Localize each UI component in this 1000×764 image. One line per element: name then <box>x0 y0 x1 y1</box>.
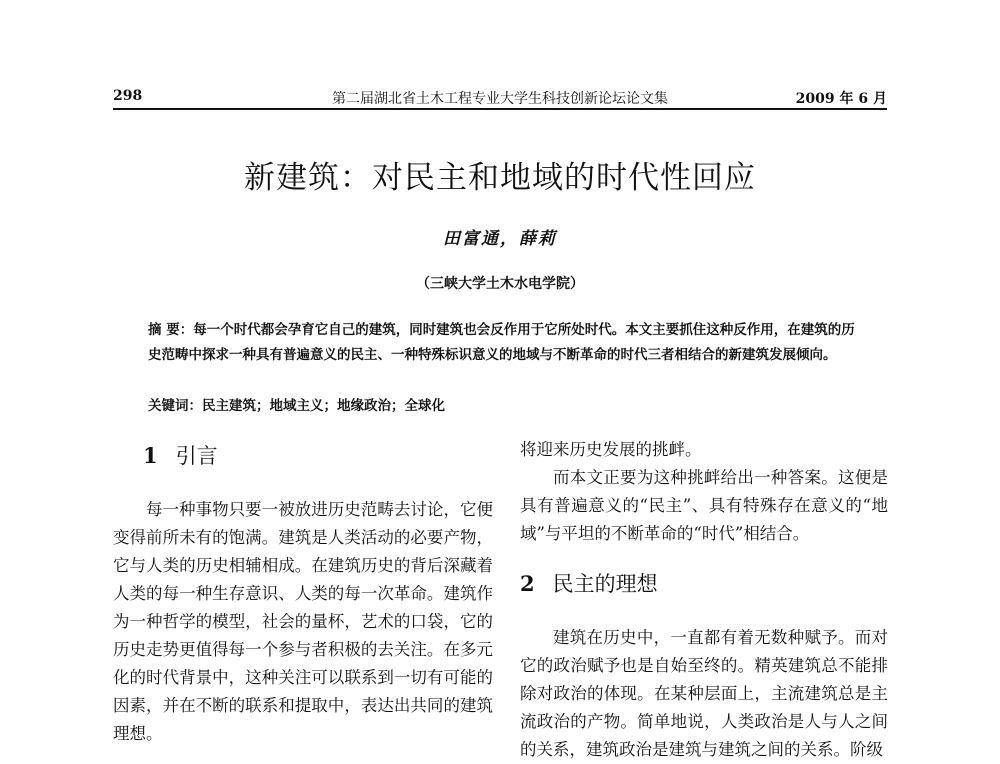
section-number: 1 <box>143 443 158 468</box>
section-number: 2 <box>520 571 535 596</box>
keywords <box>148 394 868 414</box>
abstract-label: 摘 要： <box>148 322 194 338</box>
paragraph: 每一种事物只要一被放进历史范畴去讨论，它便变得前所未有的饱满。建筑是人类活动的必要产物，它与人类的历史相辅相成。在建筑历史的背后深藏着人类的每一种生存意识、人类的每一次革命。建筑作为一种哲学的模型，社会的量杯，艺术的口袋，它的历史走势更值得每一个参与者积极的去关注。在多元化的时代背景中，这种关注可以联系到一切有可能的因素，并在不断的联系和提取中，表达出共同的建筑理想。 <box>113 500 493 743</box>
paragraph-continuation: 将迎来历史发展的挑衅。 <box>520 440 702 459</box>
section-heading-2 <box>520 570 888 598</box>
right-column <box>520 436 888 764</box>
section-title: 民主的理想 <box>552 572 658 596</box>
authors: 田富通，薛莉 <box>443 229 557 249</box>
keywords-label: 关键词： <box>148 398 202 414</box>
abstract-text: 每一个时代都会孕育它自己的建筑，同时建筑也会反作用于它所处时代。本文主要抓住这种反作用，在建筑的历史范畴中探求一种具有普遍意义的民主、一种特殊标识意义的地域与不断革命的时代三者相结合的新建筑发展倾向。 <box>148 322 855 363</box>
paragraph: 而本文正要为这种挑衅给出一种答案。这便是具有普遍意义的“民主”、具有特殊存在意义的“地域”与平坦的不断革命的“时代”相结合。 <box>520 468 888 543</box>
keywords-text: 民主建筑；地域主义；地缘政治；全球化 <box>202 398 445 414</box>
paper-title: 新建筑：对民主和地域的时代性回应 <box>244 160 756 196</box>
section-heading-1 <box>143 442 493 470</box>
paragraph: 建筑在历史中，一直都有着无数种赋予。而对它的政治赋予也是自始至终的。精英建筑总不能排除对政治的体现。在某种层面上，主流建筑总是主流政治的产物。简单地说，人类政治是人与人之间的关系，建筑政治是建筑与建筑之间的关系。阶级 <box>520 628 888 759</box>
section-title: 引言 <box>175 444 218 468</box>
page-number: 298 <box>113 88 143 104</box>
abstract <box>148 318 868 368</box>
affiliation: （三峡大学土木水电学院） <box>416 276 584 292</box>
running-header <box>113 86 887 110</box>
journal-title: 第二届湖北省土木工程专业大学生科技创新论坛论文集 <box>332 91 668 107</box>
left-column <box>113 436 493 748</box>
publication-date: 2009 年 6 月 <box>795 91 887 107</box>
